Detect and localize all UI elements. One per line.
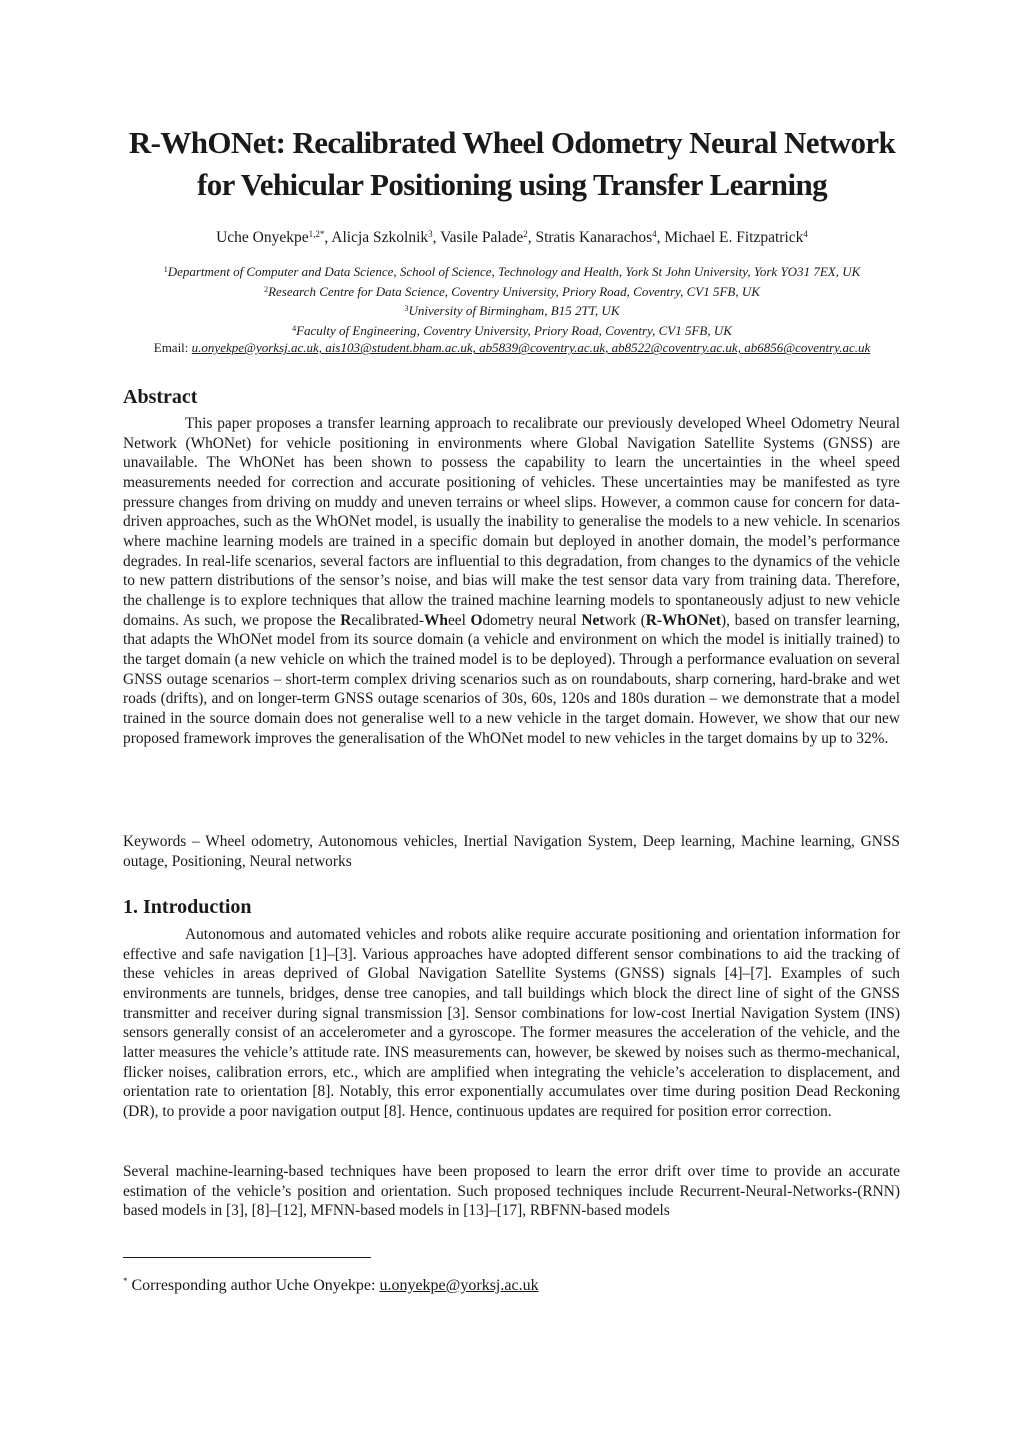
author-list: Uche Onyekpe$^{1,2*}$, Alicja Szkolnik$^3$, Vasile Palade$^2$, Stratis Kanarachos$^4$, Michael E. Fitzpatrick$^4$ [216,229,808,246]
title-line-1: R-WhONet: Recalibrated Wheel Odometry Neural Network [128,125,896,160]
footnote: * Corresponding author Uche Onyekpe: u.onyekpe@yorksj.ac.uk [123,1276,539,1294]
author-affiliation-mark: 2 [523,229,528,239]
email-addresses-link[interactable]: u.onyekpe@yorksj.ac.uk, ais103@student.bham.ac.uk, ab5839@coventry.ac.uk, ab8522@coventry.ac.uk, ab6856@coventry.ac.uk [191,340,871,356]
footnote-email-link[interactable]: u.onyekpe@yorksj.ac.uk [379,1277,539,1294]
paper-title [100,122,924,206]
author: Michael E. Fitzpatrick [664,229,804,246]
affiliation: $^4$Faculty of Engineering, Coventry University, Priory Road, Coventry, CV1 5FB, UK [292,322,732,338]
abstract-body: This paper proposes a transfer learning approach to recalibrate our previously developed Wheel Odometry Neural Network (WhONet) for vehicle positioning in environments where Global Navigation Satellite Systems (GNSS) are unavailable. The WhONet has been shown to possess the capability to learn the uncertainties in the wheel speed measurements needed for correction and accurate positioning of vehicles. These uncertainties may be manifested as tyre pressure changes from driving on muddy and uneven terrains or wheel slips. However, a common cause for concern for data-driven approaches, such as the WhONet model, is usually the inability to generalise the models to a new vehicle. In scenarios where machine learning models are trained in a specific domain but deployed in another domain, the model’s performance degrades. In real-life scenarios, several factors are influential to this degradation, from changes to the dynamics of the vehicle to new pattern distributions of the sensor’s noise, and bias will make the test sensor data vary from training data. Therefore, the challenge is to explore techniques that allow the trained machine learning models to spontaneously adjust to new vehicle domains. As such, we propose the Recalibrated-Wheel Odometry neural Network (R-WhONet), based on transfer learning, that adapts the WhONet model from its source domain (a vehicle and environment on which the model is initially trained) to the target domain (a new vehicle on which the trained model is to be deployed). Through a performance evaluation on several GNSS outage scenarios – short-term complex driving scenarios such as on roundabouts, sharp cornering, hard-brake and wet roads (drifts), and on longer-term GNSS outage scenarios of 30s, 60s, 120s and 180s duration – we demonstrate that a model trained in the source domain does not generalise well to a new vehicle in the target domain. However, we show that our new proposed framework improves the generalisation of the WhONet model to new vehicles in the target domains by up to 32%. [123,415,900,747]
author: Vasile Palade [440,229,524,246]
affiliation: $^3$University of Birmingham, B15 2TT, UK [404,303,620,319]
author-affiliation-mark: 4 [803,229,808,239]
author: Uche Onyekpe [216,229,309,246]
author: Stratis Kanarachos [535,229,653,246]
email-label: Email: [153,340,192,356]
introduction-heading: 1. Introduction [123,896,252,918]
email-line [100,339,924,357]
keywords: Keywords – Wheel odometry, Autonomous vehicles, Inertial Navigation System, Deep learning, Machine learning, GNSS outage, Positioning, Neural networks [123,833,900,870]
abstract-heading: Abstract [123,386,198,408]
footnote-divider [123,1257,371,1258]
title-line-2: for Vehicular Positioning using Transfer Learning [196,167,828,202]
author: Alicja Szkolnik [331,229,429,246]
introduction-paragraph: Autonomous and automated vehicles and robots alike require accurate positioning and orientation information for effective and safe navigation [1]–[3]. Various approaches have adopted different sensor combinations to aid the tracking of these vehicles in areas deprived of Global Navigation Satellite Systems (GNSS) signals [4]–[7]. Examples of such environments are tunnels, bridges, dense tree canopies, and tall buildings which block the direct line of sight of the GNSS transmitter and receiver during signal transmission [3]. Sensor combinations for low-cost Inertial Navigation System (INS) sensors generally consist of an accelerometer and a gyroscope. The former measures the acceleration of the vehicle, and the latter measures the vehicle’s attitude rate. INS measurements can, however, be skewed by noises such as thermo-mechanical, flicker noises, calibration errors, etc., which are amplified when integrating the vehicle’s acceleration to displacement, and orientation rate to orientation [8]. Notably, this error exponentially accumulates over time during position Dead Reckoning (DR), to provide a poor navigation output [8]. Hence, continuous updates are required for position error correction. [123,926,900,1120]
introduction-paragraph: Several machine-learning-based techniques have been proposed to learn the error drift over time to provide an accurate estimation of the vehicle’s position and orientation. Such proposed techniques include Recurrent-Neural-Networks-(RNN) based models in [3], [8]–[12], MFNN-based models in [13]–[17], RBFNN-based models [123,1163,900,1220]
author-affiliation-mark: 1,2* [308,229,325,239]
affiliation: $^1$Department of Computer and Data Science, School of Science, Technology and Health, York St John University, York YO31 7EX, UK [163,264,861,279]
footnote-mark: * [123,1276,128,1286]
author-affiliation-mark: 3 [428,229,433,239]
model-acronym: R-WhONet [645,611,722,629]
author-affiliation-mark: 4 [652,229,657,239]
affiliation: $^2$Research Centre for Data Science, Coventry University, Priory Road, Coventry, CV1 5FB, UK [264,283,760,299]
affiliation-list [100,261,924,357]
